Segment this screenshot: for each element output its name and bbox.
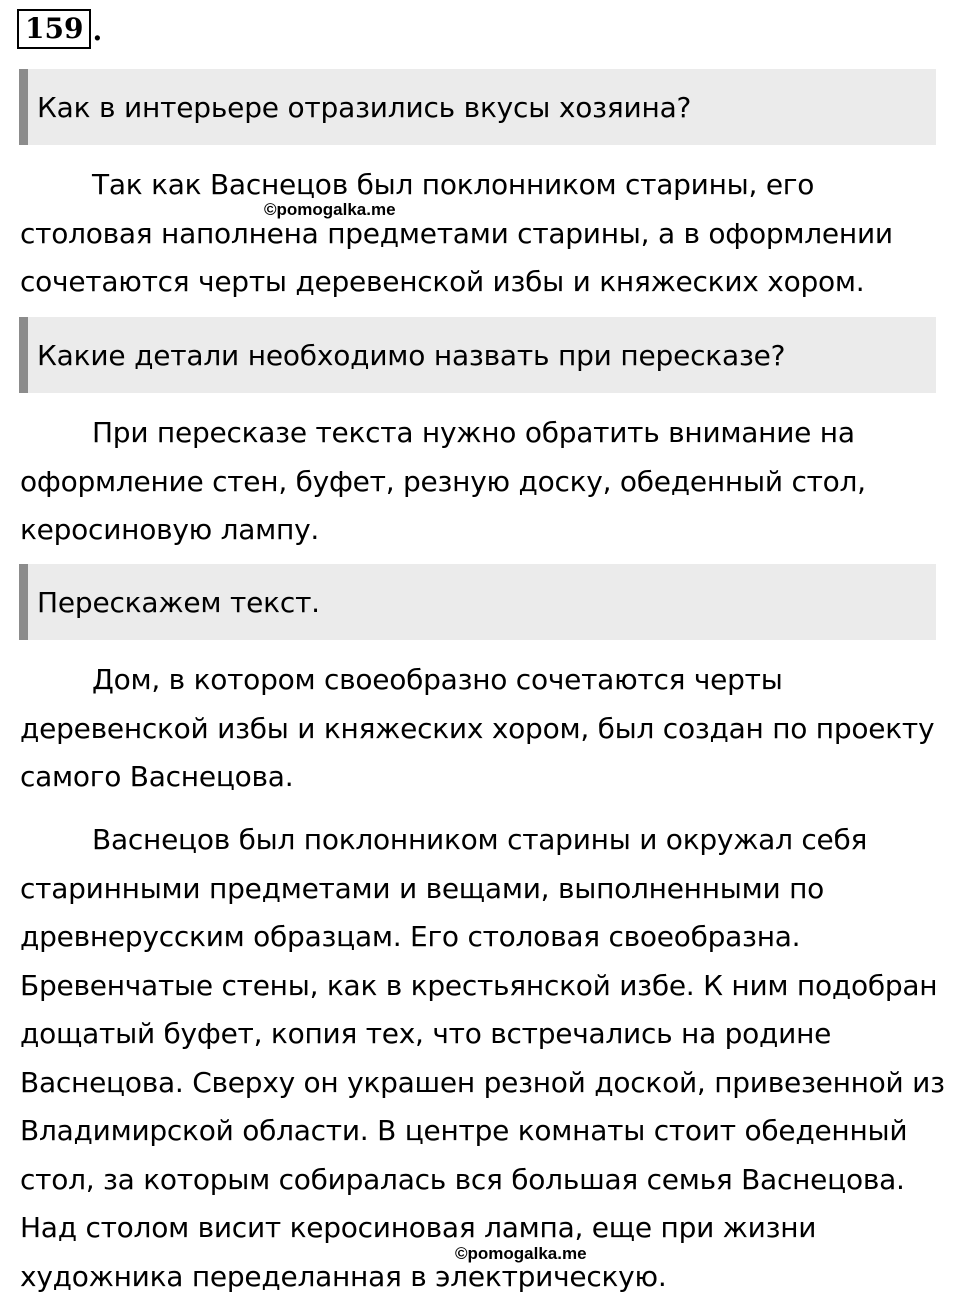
answer-1: Так как Васнецов был поклонником старины, его столовая наполнена предметами старины, а в оформлении сочетаются черты деревенской избы и княжеских хором.: [20, 168, 893, 298]
watermark-top: ©pomogalka.me: [264, 200, 396, 219]
retelling-paragraph-1: Дом, в котором своеобразно сочетаются черты деревенской избы и княжеских хором, был создан по проекту самого Васнецова.: [20, 663, 935, 793]
question-2-text: Какие детали необходимо назвать при пересказе?: [37, 338, 786, 372]
task-number: [17, 9, 102, 49]
question-1-text: Как в интерьере отразились вкусы хозяина?: [37, 90, 692, 124]
task-number-box: 159: [17, 9, 91, 49]
task-number-dot: .: [92, 14, 103, 47]
retelling-paragraph-2: Васнецов был поклонником старины и окружал себя старинными предметами и вещами, выполненными по древнерусским образцам. Его столовая своеобразна. Бревенчатые стены, как в крестьянской избе. К ним подобран дощатый буфет, копия тех, что встречались на родине Васнецова. Сверху он украшен резной доской, привезенной из Владимирской области. В центре комнаты стоит обеденный стол, за которым собиралась вся большая семья Васнецова. Над столом висит керосиновая лампа, еще при жизни художника переделанная в электрическую.: [20, 823, 945, 1293]
answer-2: При пересказе текста нужно обратить внимание на оформление стен, буфет, резную доску, обеденный стол, керосиновую лампу.: [20, 416, 866, 546]
question-3: [19, 564, 936, 640]
question-2: [19, 317, 936, 393]
watermark-bottom: ©pomogalka.me: [455, 1244, 587, 1263]
question-1: [19, 69, 936, 145]
question-3-text: Перескажем текст.: [37, 585, 320, 619]
